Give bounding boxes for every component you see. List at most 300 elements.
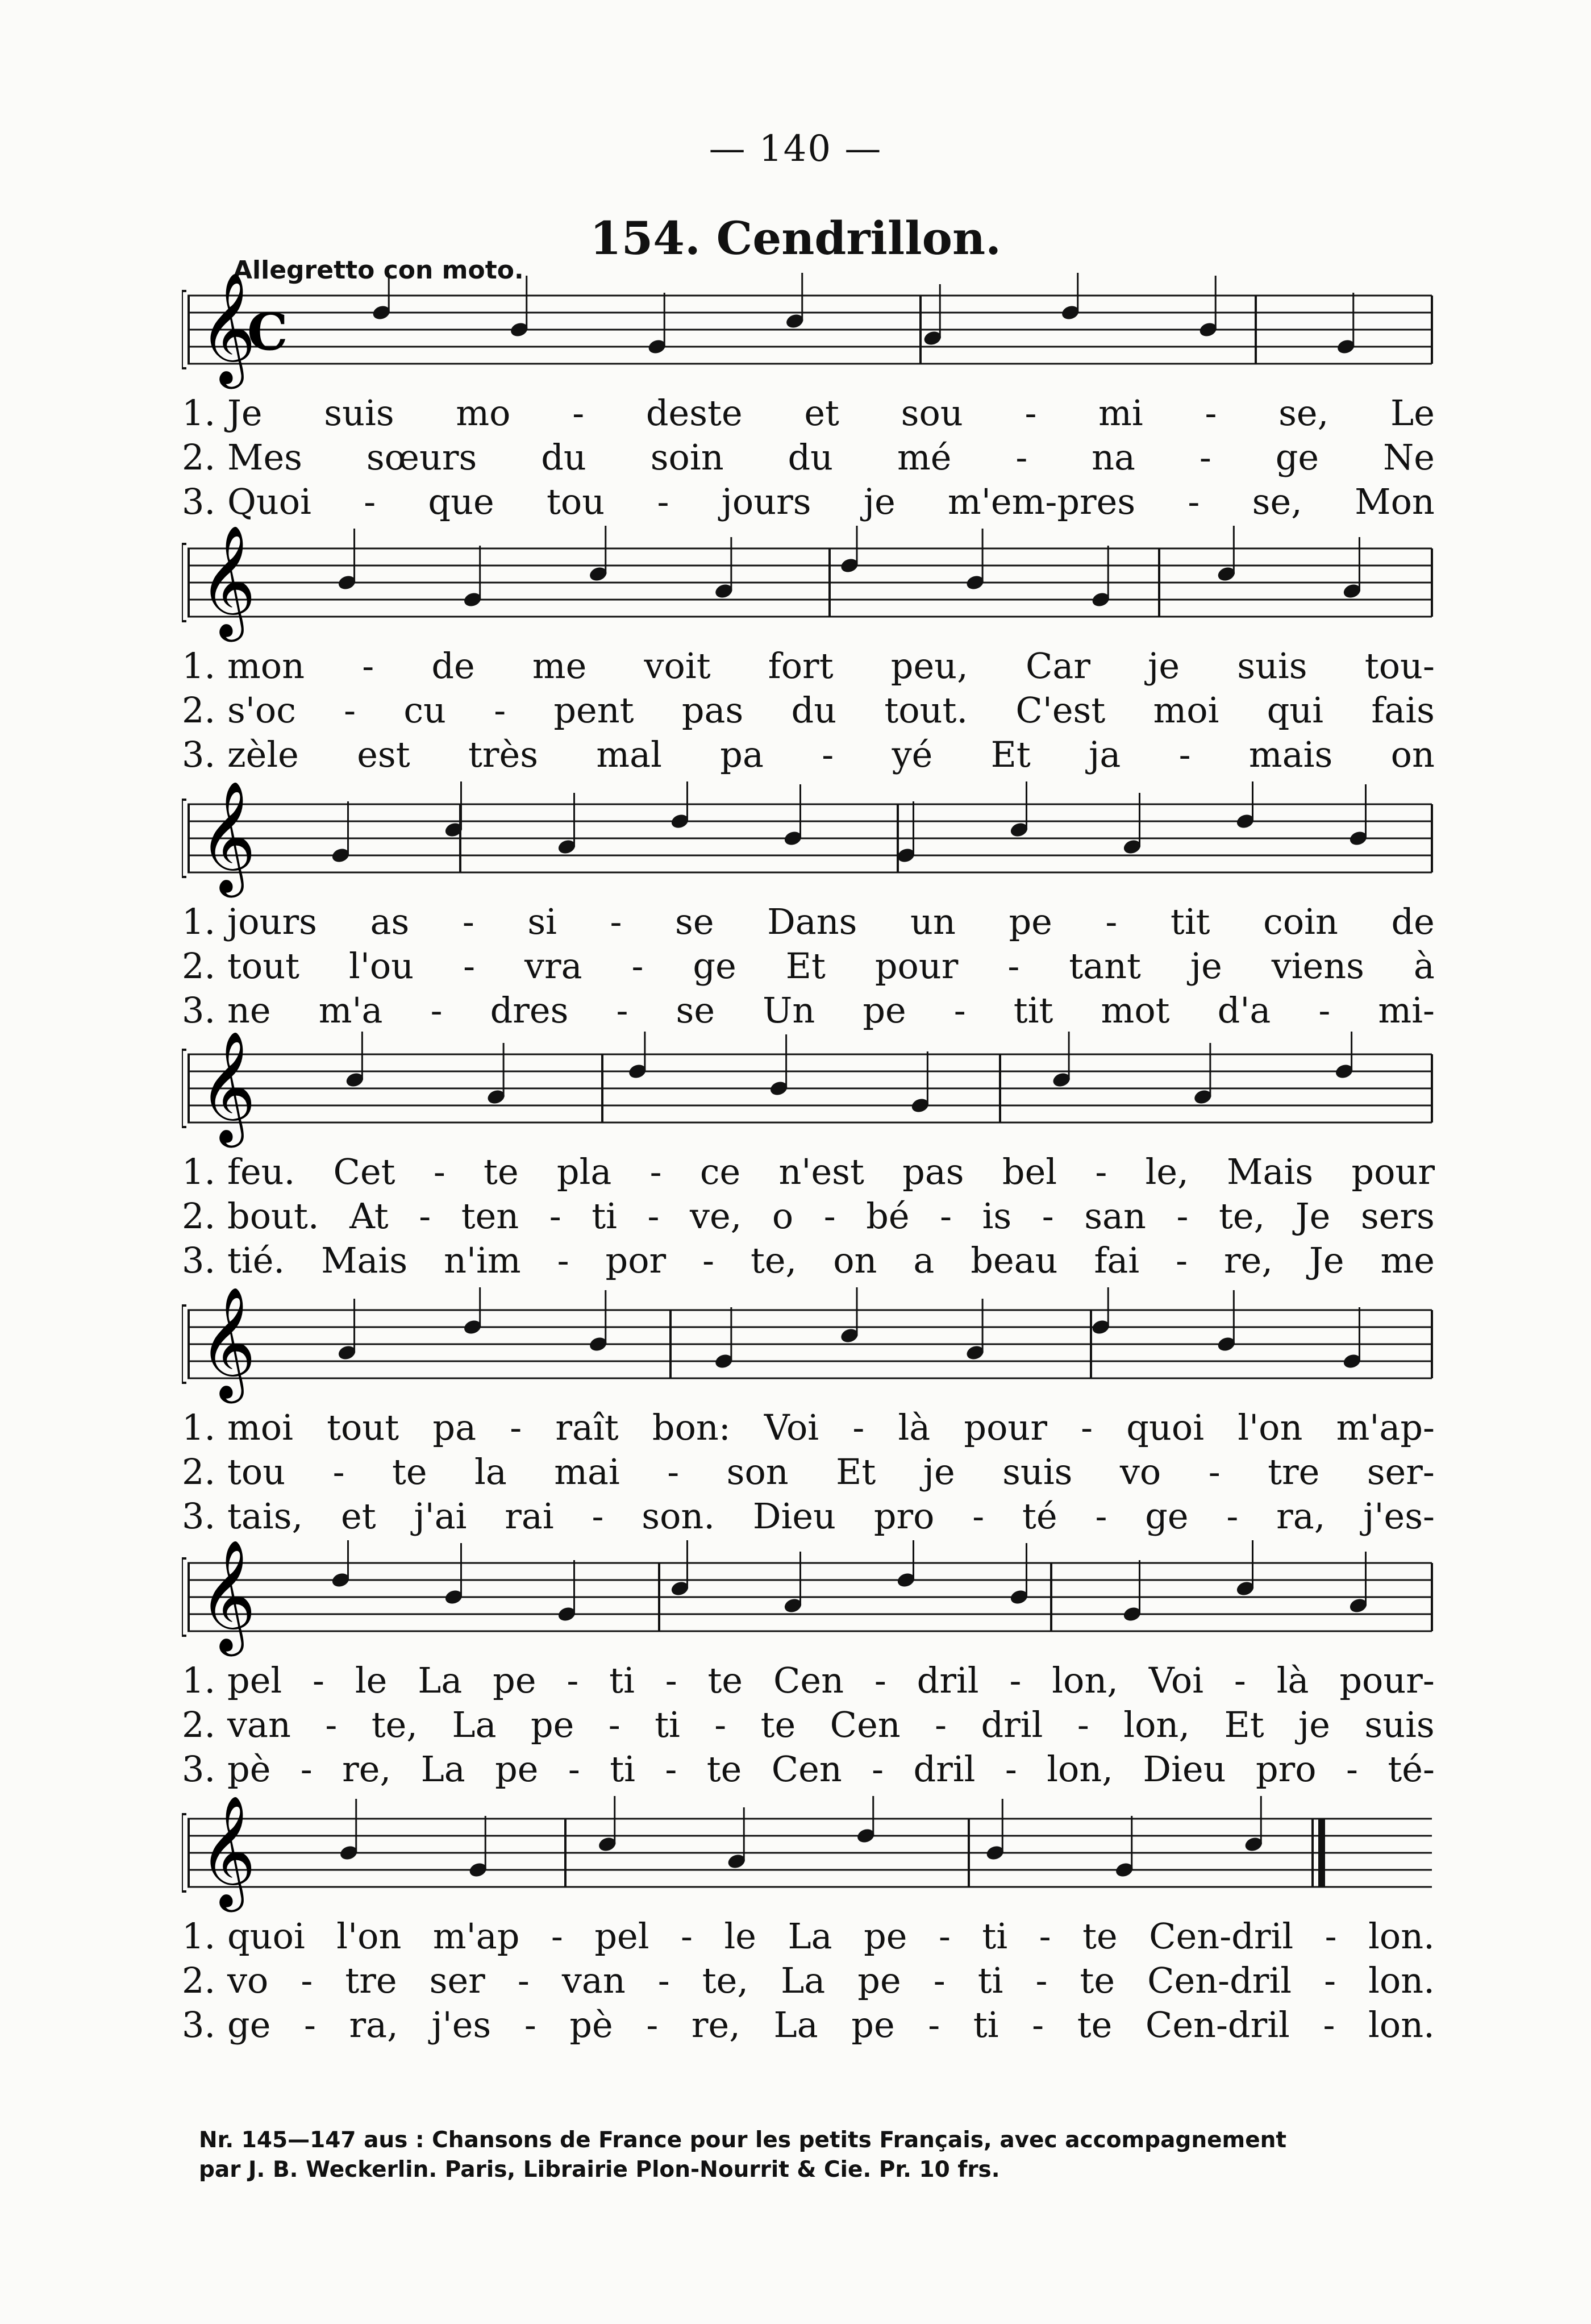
verse-number: 3. (182, 481, 216, 522)
lyric-syllable: - (681, 1915, 693, 1957)
lyric-line (182, 1407, 1435, 1451)
lyric-syllable: - (517, 1960, 530, 2001)
lyric-syllable: pour (1351, 1151, 1435, 1192)
footnote (199, 2126, 1449, 2185)
verse-number: 2. (182, 945, 216, 987)
lyric-syllable: de (431, 645, 475, 687)
lyric-syllable: se (676, 990, 715, 1031)
lyric-syllable: - (1199, 436, 1211, 478)
lyric-syllable: bon: (652, 1407, 731, 1448)
treble-clef-icon: 𝄞 (199, 1032, 256, 1143)
staff-svg (182, 1796, 1435, 1915)
lyric-syllable: vra (524, 945, 582, 987)
lyric-syllable: tou (546, 481, 605, 522)
lyric-line (182, 734, 1435, 778)
verse-number: 1. (182, 1407, 216, 1448)
verse-number: 3. (182, 2004, 216, 2046)
lyric-syllable: ge (693, 945, 736, 987)
lyric-syllable: beau (971, 1240, 1058, 1281)
lyric-syllable: - (1346, 1748, 1358, 1790)
lyric-syllable: - (928, 2004, 940, 2046)
lyric-words (227, 901, 1435, 942)
lyric-words (227, 1915, 1435, 1957)
lyric-syllable: deste (645, 392, 743, 434)
lyric-syllable: re, (1224, 1240, 1273, 1281)
lyric-words (227, 1704, 1435, 1745)
lyric-syllable: - (313, 1660, 324, 1701)
lyrics-block (182, 392, 1435, 525)
lyric-syllable: lon. (1368, 1915, 1435, 1957)
lyric-syllable: - (665, 1660, 677, 1701)
music-system (182, 526, 1435, 778)
lyric-syllable: - (325, 1704, 338, 1745)
song-title: 154. Cendrillon. (589, 211, 1002, 265)
lyric-syllable: Mes (227, 436, 302, 478)
lyric-syllable: et (341, 1495, 376, 1537)
lyric-syllable: re, (691, 2004, 740, 2046)
lyric-syllable: ra, (1276, 1495, 1326, 1537)
lyric-syllable: pas (902, 1151, 964, 1192)
lyric-syllable: - (557, 1240, 569, 1281)
staff-svg (182, 1032, 1435, 1151)
lyric-syllable: je (1298, 1704, 1330, 1745)
verse-number: 2. (182, 1451, 216, 1492)
lyric-syllable: lon. (1368, 2004, 1435, 2046)
lyric-syllable: pa (720, 734, 764, 775)
lyric-syllable: ser- (1367, 1451, 1435, 1492)
lyric-syllable: por (605, 1240, 667, 1281)
staff (182, 526, 1435, 645)
lyric-syllable: pro (873, 1495, 935, 1537)
lyric-syllable: - (1325, 1915, 1337, 1957)
lyric-syllable: pe (530, 1704, 574, 1745)
lyric-syllable: bel (1002, 1151, 1057, 1192)
lyric-syllable: à (1413, 945, 1435, 987)
lyric-syllable: jours (721, 481, 811, 522)
lyric-syllable: ge (227, 2004, 271, 2046)
lyric-syllable: je (863, 481, 896, 522)
lyric-syllable: ti (610, 1748, 635, 1790)
lyric-syllable: s'oc (227, 689, 296, 731)
lyric-syllable: suis (1364, 1704, 1435, 1745)
lyric-syllable: ti (973, 2004, 999, 2046)
lyric-syllable: - (935, 1704, 947, 1745)
lyric-words (227, 1748, 1435, 1790)
lyric-syllable: - (1007, 945, 1020, 987)
lyric-syllable: - (657, 481, 669, 522)
lyric-syllable: Cen (773, 1660, 844, 1701)
lyric-syllable: pla (556, 1151, 612, 1192)
lyric-syllable: si (527, 901, 557, 942)
staff (182, 273, 1435, 392)
lyric-syllable: suis (1002, 1451, 1073, 1492)
lyric-syllable: Car (1025, 645, 1090, 687)
lyric-syllable: m'a (318, 990, 383, 1031)
lyric-syllable: viens (1271, 945, 1364, 987)
lyric-syllable: - (940, 1195, 952, 1237)
lyric-syllable: té (1022, 1495, 1057, 1537)
verse-number: 3. (182, 990, 216, 1031)
lyric-syllable: cu (403, 689, 446, 731)
lyric-syllable: Cen (830, 1704, 901, 1745)
lyric-syllable: La (418, 1660, 463, 1701)
lyric-syllable: bé (866, 1195, 910, 1237)
verse-number: 1. (182, 1151, 216, 1192)
lyric-syllable: te (1082, 1915, 1118, 1957)
lyric-syllable: tant (1069, 945, 1141, 987)
footnote-line: Nr. 145—147 aus : Chansons de France pour les petits Français, avec accompagnement (199, 2127, 1287, 2153)
verse-number: 2. (182, 1704, 216, 1745)
lyric-syllable: Voi (764, 1407, 819, 1448)
lyric-syllable: - (462, 901, 474, 942)
lyric-syllable: zèle (227, 734, 299, 775)
verse-number: 1. (182, 1660, 216, 1701)
lyric-syllable: - (572, 392, 585, 434)
lyric-syllable: là (1276, 1660, 1309, 1701)
lyric-syllable: mal (596, 734, 662, 775)
lyric-words (227, 1407, 1435, 1448)
lyric-syllable: tit (1170, 901, 1210, 942)
lyric-syllable: l'on (1238, 1407, 1303, 1448)
lyric-line (182, 2004, 1435, 2048)
lyric-syllable: son (726, 1451, 789, 1492)
lyric-syllable: tout (327, 1407, 399, 1448)
treble-clef-icon: 𝄞 (199, 273, 256, 384)
lyric-syllable: fort (768, 645, 834, 687)
lyric-syllable: un (910, 901, 956, 942)
lyric-syllable: Dieu (752, 1495, 836, 1537)
lyric-syllable: et (804, 392, 839, 434)
verse-number: 3. (182, 1240, 216, 1281)
lyric-syllable: te, (750, 1240, 797, 1281)
lyric-syllable: - (953, 990, 966, 1031)
lyric-syllable: van (227, 1704, 291, 1745)
lyric-syllable: ce (699, 1151, 741, 1192)
lyric-syllable: o (772, 1195, 794, 1237)
lyric-syllable: Et (836, 1451, 876, 1492)
staff-svg (182, 273, 1435, 392)
lyric-syllable: le, (1145, 1151, 1189, 1192)
lyric-syllable: coin (1263, 901, 1338, 942)
lyric-syllable: raît (555, 1407, 619, 1448)
lyric-words (227, 1660, 1435, 1701)
lyric-line (182, 1748, 1435, 1793)
lyric-syllable: dril (981, 1704, 1043, 1745)
lyric-syllable: du (541, 436, 586, 478)
lyrics-block (182, 1407, 1435, 1540)
lyric-syllable: tout (227, 945, 300, 987)
lyric-syllable: vo (1119, 1451, 1161, 1492)
lyric-line (182, 1195, 1435, 1240)
lyric-syllable: - (1176, 1195, 1189, 1237)
lyric-syllable: - (647, 1195, 660, 1237)
lyric-syllable: - (1032, 2004, 1044, 2046)
music-system (182, 781, 1435, 1034)
lyric-syllable: voit (644, 645, 711, 687)
lyric-syllable: pent (553, 689, 634, 731)
lyric-syllable: - (1208, 1451, 1221, 1492)
lyric-syllable: pe (495, 1748, 539, 1790)
lyrics-block (182, 645, 1435, 778)
staff (182, 1540, 1435, 1660)
lyric-syllable: pour- (1339, 1660, 1435, 1701)
lyric-syllable: quoi (1126, 1407, 1205, 1448)
lyric-syllable: mot (1101, 990, 1170, 1031)
lyric-syllable: - (852, 1407, 865, 1448)
lyric-syllable: La (773, 2004, 818, 2046)
music-system (182, 1540, 1435, 1793)
music-system (182, 1796, 1435, 2048)
lyric-syllable: té- (1388, 1748, 1435, 1790)
lyric-syllable: - (938, 1915, 951, 1957)
lyric-syllable: - (1035, 1960, 1048, 2001)
lyric-syllable: Cet (333, 1151, 395, 1192)
lyric-words (227, 1960, 1435, 2001)
lyric-syllable: moi (1153, 689, 1219, 731)
lyric-syllable: - (1015, 436, 1028, 478)
lyric-syllable: - (1039, 1915, 1051, 1957)
lyric-syllable: as (370, 901, 410, 942)
staff (182, 1796, 1435, 1915)
staff-bracket (182, 1558, 186, 1636)
verse-number: 3. (182, 1748, 216, 1790)
lyric-syllable: rai (505, 1495, 554, 1537)
lyric-line (182, 392, 1435, 436)
lyric-syllable: tou- (1364, 645, 1435, 687)
lyrics-block (182, 1660, 1435, 1793)
lyric-syllable: - (1077, 1704, 1089, 1745)
page-number: — 140 — (709, 128, 882, 170)
lyric-syllable: - (524, 2004, 536, 2046)
lyric-syllable: ra, (349, 2004, 398, 2046)
lyric-syllable: - (592, 1495, 604, 1537)
lyric-words (227, 2004, 1435, 2046)
lyric-syllable: du (791, 689, 837, 731)
lyric-syllable: ser (429, 1960, 485, 2001)
lyric-syllable: pe (857, 1960, 901, 2001)
lyric-syllable: - (822, 734, 834, 775)
lyric-words (227, 945, 1435, 987)
lyric-syllable: suis (324, 392, 394, 434)
lyric-syllable: - (823, 1195, 836, 1237)
lyric-line (182, 689, 1435, 734)
lyric-words (227, 1195, 1435, 1237)
lyric-syllable: C'est (1015, 689, 1106, 731)
lyric-syllable: lon. (1368, 1960, 1435, 2001)
lyric-syllable: san (1084, 1195, 1146, 1237)
lyric-words (227, 990, 1435, 1031)
lyric-syllable: van (561, 1960, 626, 2001)
lyric-syllable: mi- (1378, 990, 1435, 1031)
lyric-words (227, 734, 1435, 775)
verse-number: 2. (182, 1195, 216, 1237)
staff-svg (182, 1540, 1435, 1660)
treble-clef-icon: 𝄞 (199, 781, 256, 893)
lyrics-block (182, 901, 1435, 1034)
lyric-syllable: pe (493, 1660, 536, 1701)
lyric-syllable: te, (702, 1960, 749, 2001)
music-system (182, 1287, 1435, 1540)
lyric-syllable: là (898, 1407, 931, 1448)
lyric-syllable: Le (1390, 392, 1435, 434)
lyric-syllable: tit (1013, 990, 1053, 1031)
lyric-syllable: te (484, 1151, 519, 1192)
lyrics-block (182, 1915, 1435, 2048)
lyric-words (227, 436, 1435, 478)
lyric-syllable: te (706, 1748, 742, 1790)
lyric-syllable: - (1188, 481, 1200, 522)
lyric-syllable: mo (456, 392, 511, 434)
lyric-syllable: que (428, 481, 494, 522)
lyric-syllable: - (463, 945, 476, 987)
staff-bracket (182, 291, 186, 368)
lyric-words (227, 1240, 1435, 1281)
lyric-syllable: de (1391, 901, 1435, 942)
lyric-syllable: te (760, 1704, 796, 1745)
lyric-syllable: te (391, 1451, 427, 1492)
time-signature: C (247, 302, 288, 362)
lyric-syllable: tou (227, 1451, 286, 1492)
lyric-words (227, 645, 1435, 687)
lyric-syllable: - (1323, 2004, 1335, 2046)
lyric-syllable: - (419, 1195, 431, 1237)
lyric-syllable: pel (594, 1915, 649, 1957)
lyric-syllable: l'ou (349, 945, 414, 987)
lyric-syllable: tais, (227, 1495, 303, 1537)
lyric-syllable: sou (901, 392, 963, 434)
lyric-words (227, 1451, 1435, 1492)
lyric-syllable: - (1024, 392, 1037, 434)
lyric-words (227, 1151, 1435, 1192)
lyric-line (182, 1151, 1435, 1195)
lyric-syllable: je (923, 1451, 955, 1492)
treble-clef-icon: 𝄞 (199, 1540, 256, 1652)
treble-clef-icon: 𝄞 (199, 526, 256, 637)
lyric-syllable: dril (917, 1660, 979, 1701)
lyric-syllable: peu, (890, 645, 968, 687)
lyric-syllable: - (362, 645, 374, 687)
lyric-syllable: - (972, 1495, 985, 1537)
lyric-line (182, 1960, 1435, 2004)
lyric-syllable: j'es- (1363, 1495, 1435, 1537)
lyric-syllable: - (567, 1660, 579, 1701)
lyric-syllable: Cen-dril (1145, 2004, 1290, 2046)
lyric-words (227, 481, 1435, 522)
lyric-syllable: - (551, 1915, 563, 1957)
lyric-syllable: te (707, 1660, 743, 1701)
lyric-syllable: ti (655, 1704, 680, 1745)
lyric-syllable: is (982, 1195, 1012, 1237)
lyric-syllable: sers (1360, 1195, 1435, 1237)
lyric-syllable: on (1390, 734, 1435, 775)
lyric-syllable: Mais (1227, 1151, 1314, 1192)
lyric-syllable: m'ap (432, 1915, 520, 1957)
lyric-syllable: l'on (336, 1915, 402, 1957)
lyric-syllable: ti (609, 1660, 635, 1701)
lyric-syllable: Je (1295, 1195, 1331, 1237)
verse-number: 3. (182, 1495, 216, 1537)
lyric-syllable: At (349, 1195, 389, 1237)
lyric-syllable: - (1178, 734, 1191, 775)
staff (182, 781, 1435, 901)
lyric-syllable: - (1176, 1240, 1188, 1281)
lyric-syllable: Un (763, 990, 815, 1031)
lyric-syllable: - (301, 1960, 313, 2001)
lyric-syllable: n'im (444, 1240, 521, 1281)
lyric-syllable: Je (1309, 1240, 1344, 1281)
lyric-syllable: ge (1275, 436, 1319, 478)
lyric-syllable: - (667, 1451, 680, 1492)
lyric-syllable: le (355, 1660, 388, 1701)
lyric-syllable: pel (227, 1660, 282, 1701)
lyric-syllable: lon, (1047, 1748, 1114, 1790)
lyric-line (182, 1704, 1435, 1748)
lyric-syllable: - (608, 1704, 620, 1745)
lyric-syllable: du (788, 436, 834, 478)
final-barline (1318, 1819, 1325, 1887)
lyric-syllable: - (702, 1240, 715, 1281)
lyric-syllable: soin (650, 436, 724, 478)
lyric-syllable: na (1092, 436, 1136, 478)
staff-bracket (182, 544, 186, 621)
lyric-syllable: - (344, 689, 356, 731)
lyric-syllable: pe (1009, 901, 1052, 942)
lyric-syllable: ne (227, 990, 271, 1031)
lyric-syllable: est (357, 734, 410, 775)
lyric-syllable: - (433, 1151, 445, 1192)
lyric-syllable: te (1080, 1960, 1115, 2001)
lyric-syllable: quoi (227, 1915, 305, 1957)
lyric-syllable: lon, (1123, 1704, 1190, 1745)
staff-bracket (182, 1306, 186, 1383)
staff-svg (182, 526, 1435, 645)
lyric-syllable: La (788, 1915, 832, 1957)
lyric-words (227, 689, 1435, 731)
lyric-syllable: - (1205, 392, 1217, 434)
lyric-syllable: La (781, 1960, 826, 2001)
lyric-syllable: - (1105, 901, 1118, 942)
lyric-syllable: La (420, 1748, 465, 1790)
staff-svg (182, 781, 1435, 901)
lyric-syllable: - (1009, 1660, 1022, 1701)
verse-number: 1. (182, 645, 216, 687)
lyric-syllable: Voi (1148, 1660, 1204, 1701)
lyric-syllable: - (300, 1748, 313, 1790)
lyric-line (182, 1240, 1435, 1284)
lyric-syllable: pe (864, 1915, 907, 1957)
lyric-line (182, 645, 1435, 689)
verse-number: 1. (182, 392, 216, 434)
lyric-syllable: mais (1248, 734, 1333, 775)
footnote-line: par J. B. Weckerlin. Paris, Librairie Plon-Nourrit & Cie. Pr. 10 frs. (199, 2157, 1000, 2182)
lyric-line (182, 945, 1435, 990)
lyric-syllable: Et (785, 945, 826, 987)
lyric-syllable: pe (851, 2004, 895, 2046)
lyric-syllable: pa (432, 1407, 477, 1448)
lyric-syllable: qui (1267, 689, 1324, 731)
lyric-syllable: on (833, 1240, 877, 1281)
verse-number: 2. (182, 436, 216, 478)
lyric-syllable: ti (977, 1960, 1003, 2001)
lyrics-block (182, 1151, 1435, 1284)
lyric-syllable: mon (227, 645, 305, 687)
lyric-syllable: fais (1371, 689, 1435, 731)
lyric-syllable: - (872, 1748, 884, 1790)
lyric-syllable: tre (1268, 1451, 1320, 1492)
lyric-syllable: ti (982, 1915, 1008, 1957)
lyric-syllable: Cen (771, 1748, 842, 1790)
lyric-syllable: Cen-dril (1147, 1960, 1292, 2001)
